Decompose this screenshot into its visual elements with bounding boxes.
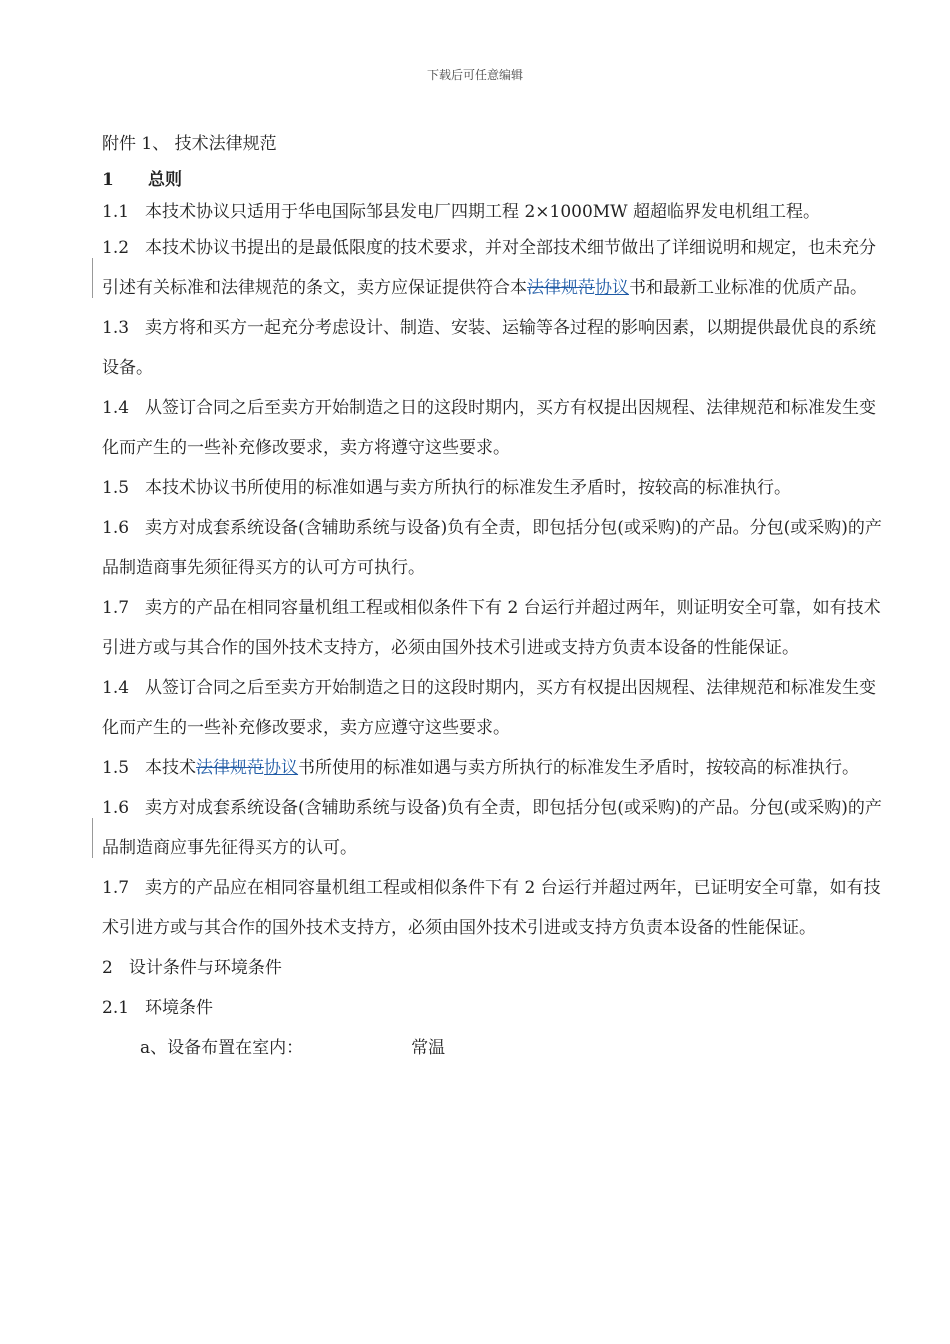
clause-1-2 (102, 228, 892, 308)
clause-text: 卖方的产品在相同容量机组工程或相似条件下有 2 台运行并超过两年，则证明安全可靠，如有技术引进方或与其合作的国外技术支持方，必须由国外技术引进或支持方负责本设备的性能保证。 (102, 598, 881, 658)
section-label: 设计条件与环境条件 (128, 958, 282, 978)
clause-text: 书和最新工业标准的优质产品。 (629, 278, 867, 298)
clause-number: 1.7 (102, 878, 130, 898)
clause-1-5 (102, 468, 892, 508)
clause-text: 从签订合同之后至卖方开始制造之日的这段时期内，买方有权提出因规程、法律规范和标准发生变化而产生的一些补充修改要求，卖方将遵守这些要求。 (102, 398, 877, 458)
section-heading-2-1 (102, 988, 892, 1028)
section-number: 2.1 (102, 998, 130, 1018)
env-condition-value: 常温 (411, 1038, 446, 1058)
clause-1-7-revised (102, 868, 892, 948)
clause-number: 1.3 (102, 318, 130, 338)
clause-1-5-revised (102, 748, 892, 788)
clause-number: 1.7 (102, 598, 130, 618)
clause-number: 1.6 (102, 798, 130, 818)
clause-1-4 (102, 388, 892, 468)
tracked-deletion: 法律规范 (527, 278, 595, 298)
clause-text: 卖方将和买方一起充分考虑设计、制造、安装、运输等各过程的影响因素，以期提供最优良的系统设备。 (102, 318, 877, 378)
clause-1-1 (102, 196, 892, 228)
document-title: 附件 1、 技术法律规范 (102, 134, 277, 154)
clause-1-3 (102, 308, 892, 388)
clause-number: 1.2 (102, 238, 130, 258)
change-bar (92, 818, 93, 858)
tracked-insertion: 协议 (264, 758, 299, 778)
section-label: 总则 (148, 170, 182, 190)
clause-1-6 (102, 508, 892, 588)
clause-number: 1.6 (102, 518, 130, 538)
clause-1-4-revised (102, 668, 892, 748)
clause-text: 卖方对成套系统设备(含辅助系统与设备)负有全责，即包括分包(或采购)的产品。分包(或采购)的产品制造商应事先征得买方的认可。 (102, 798, 882, 858)
section-label: 环境条件 (145, 998, 214, 1018)
header-note: 下载后可任意编辑 (426, 68, 523, 82)
clause-text: 卖方的产品应在相同容量机组工程或相似条件下有 2 台运行并超过两年，已证明安全可靠，如有技术引进方或与其合作的国外技术支持方，必须由国外技术引进或支持方负责本设备的性能保证。 (102, 878, 881, 938)
clause-text: 本技术 (145, 758, 197, 778)
clause-text: 卖方对成套系统设备(含辅助系统与设备)负有全责，即包括分包(或采购)的产品。分包(或采购)的产品制造商事先须征得买方的认可方可执行。 (102, 518, 882, 578)
clause-1-7 (102, 588, 892, 668)
clause-number: 1.5 (102, 758, 130, 778)
clause-1-6-revised (102, 788, 892, 868)
section-number: 2 (102, 958, 113, 978)
tracked-deletion: 法律规范 (196, 758, 265, 778)
section-heading-1 (102, 164, 892, 196)
document-body (102, 124, 892, 1068)
clause-number: 1.4 (102, 678, 130, 698)
env-condition-row (102, 1028, 892, 1068)
env-condition-label: a、设备布置在室内： (140, 1038, 304, 1058)
section-number: 1 (102, 170, 114, 190)
clause-text: 本技术协议书所使用的标准如遇与卖方所执行的标准发生矛盾时，按较高的标准执行。 (145, 478, 792, 498)
tracked-insertion: 协议 (595, 278, 629, 298)
clause-text: 本技术协议书提出的是最低限度的技术要求，并对全部技术细节做出了详细说明和规定，也未充分引述有关标准和法律规范的条文，卖方应保证提供符合本 (102, 238, 877, 298)
clause-text: 从签订合同之后至卖方开始制造之日的这段时期内，买方有权提出因规程、法律规范和标准发生变化而产生的一些补充修改要求，卖方应遵守这些要求。 (102, 678, 877, 738)
clause-text: 书所使用的标准如遇与卖方所执行的标准发生矛盾时，按较高的标准执行。 (298, 758, 860, 778)
section-heading-2 (102, 948, 892, 988)
clause-number: 1.5 (102, 478, 130, 498)
change-bar (92, 258, 93, 298)
clause-number: 1.1 (102, 202, 130, 222)
clause-text: 本技术协议只适用于华电国际邹县发电厂四期工程 2×1000MW 超超临界发电机组工程。 (145, 202, 821, 222)
clause-number: 1.4 (102, 398, 130, 418)
